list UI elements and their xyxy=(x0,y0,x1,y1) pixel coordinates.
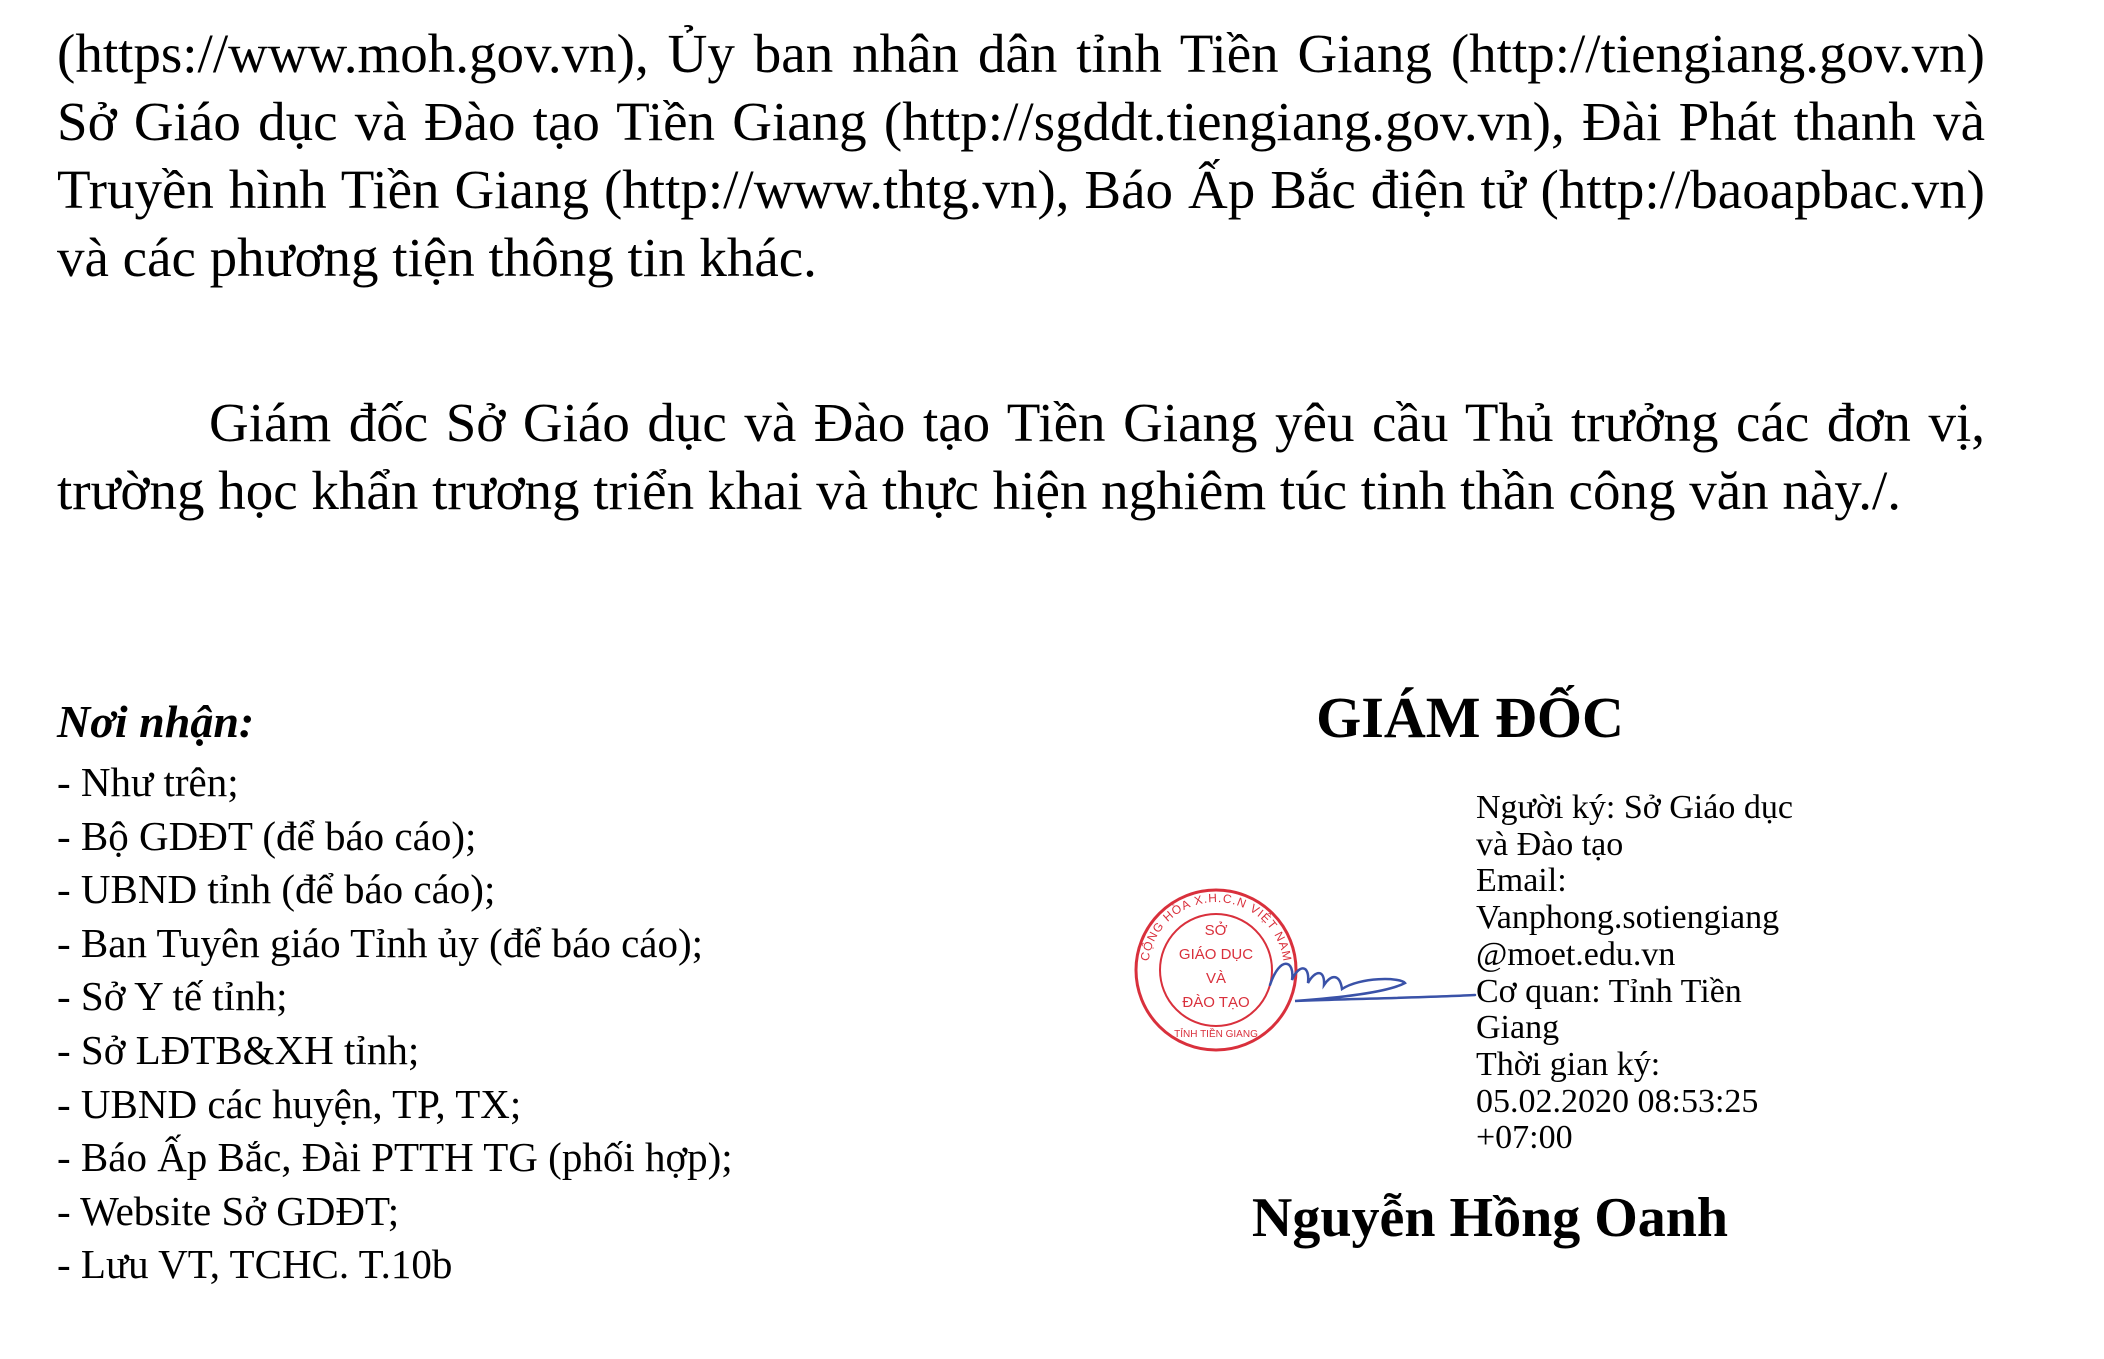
stamp-center-line: VÀ xyxy=(1205,970,1227,987)
stamp-center-line: ĐÀO TẠO xyxy=(1182,994,1250,1011)
recipient-item: - Như trên; xyxy=(57,759,239,805)
stamp-center-line: GIÁO DỤC xyxy=(1178,946,1254,963)
signer-name: Nguyễn Hồng Oanh xyxy=(1251,1187,1729,1249)
recipient-item: - Lưu VT, TCHC. T.10b xyxy=(57,1241,453,1288)
recipient-item: - Bộ GDĐT (để báo cáo); xyxy=(57,812,477,859)
recipient-item: - Website Sở GDĐT; xyxy=(57,1187,400,1234)
stamp-center-line: SỞ xyxy=(1204,922,1228,939)
signature-info-line: 05.02.2020 08:53:25 xyxy=(1476,1082,1759,1120)
recipient-item: - UBND tỉnh (để báo cáo); xyxy=(57,866,496,913)
signature-info-line: Thời gian ký: xyxy=(1476,1045,1661,1083)
body-paragraph-2: Giám đốc Sở Giáo dục và Đào tạo Tiền Giang yêu cầu Thủ trưởng các đơn vị, trường học khẩn trương triển khai và thực hiện nghiêm túc tinh thần công văn này./. xyxy=(57,392,1985,521)
stamp-bottom-text: TỈNH TIỀN GIANG xyxy=(1174,1029,1258,1040)
recipient-item: - Báo Ấp Bắc, Đài PTTH TG (phối hợp); xyxy=(57,1134,733,1181)
stamp-ring-text: CỘNG HÒA X.H.C.N VIỆT NAM xyxy=(1137,890,1295,963)
signature-info-line: và Đào tạo xyxy=(1476,825,1624,863)
handwritten-signature-icon xyxy=(1270,964,1475,1001)
recipients-block xyxy=(57,692,957,1292)
recipient-item: - Sở LĐTB&XH tỉnh; xyxy=(57,1026,420,1073)
digital-signature-info xyxy=(1476,790,1876,1157)
signature-info-line: Cơ quan: Tỉnh Tiền xyxy=(1476,972,1742,1010)
signature-info-line: Vanphong.sotiengiang xyxy=(1476,899,1780,937)
recipients-title: Nơi nhận: xyxy=(57,696,255,747)
signature-info-line: Người ký: Sở Giáo dục xyxy=(1476,789,1793,826)
signature-info-line: Giang xyxy=(1476,1009,1560,1047)
body-paragraph-1: (https://www.moh.gov.vn), Ủy ban nhân dân tỉnh Tiền Giang (http://tiengiang.gov.vn) Sở Giáo dục và Đào tạo Tiền Giang (http://sgddt.tiengiang.gov.vn), Đài Phát thanh và Truyền hình Tiền Giang (http://www.thtg.vn), Báo Ấp Bắc điện tử (http://baoapbac.vn) và các phương tiện thông tin khác. xyxy=(57,23,1985,288)
signature-info-line: @moet.edu.vn xyxy=(1476,935,1676,973)
recipient-item: - UBND các huyện, TP, TX; xyxy=(57,1080,522,1127)
signature-info-line: Email: xyxy=(1476,862,1567,900)
signature-info-line: +07:00 xyxy=(1476,1119,1573,1157)
recipient-item: - Ban Tuyên giáo Tỉnh ủy (để báo cáo); xyxy=(57,919,704,966)
recipient-item: - Sở Y tế tỉnh; xyxy=(57,973,288,1020)
position-title: GIÁM ĐỐC xyxy=(1316,685,1624,750)
